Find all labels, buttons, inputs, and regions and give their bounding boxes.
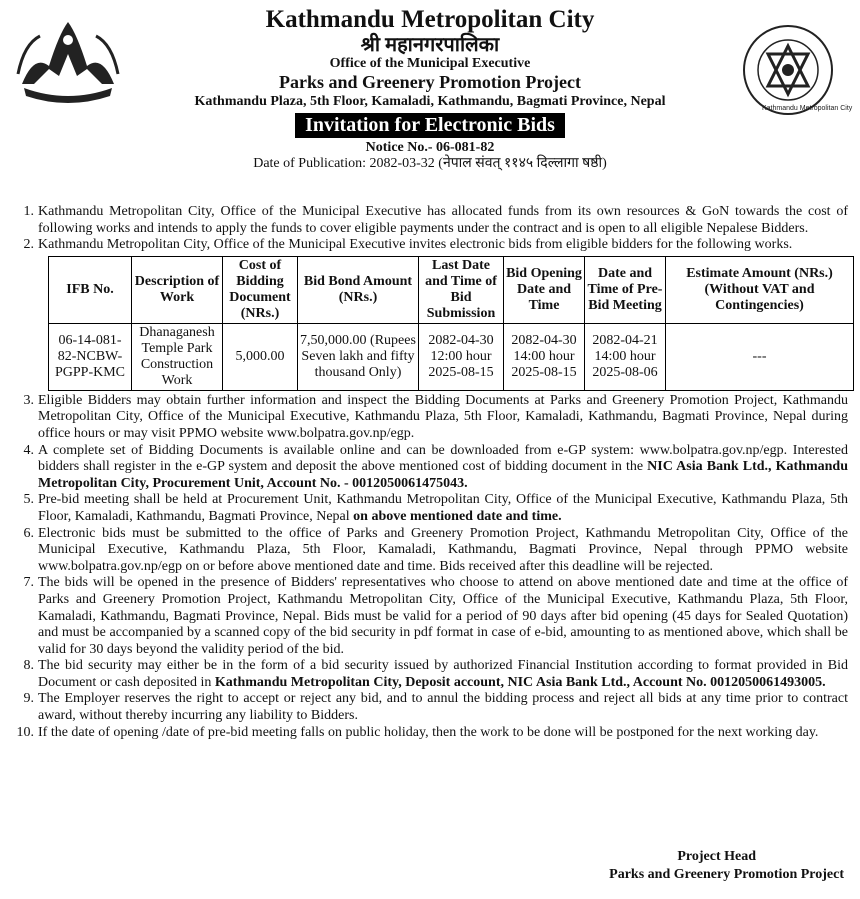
- invitation-banner: Invitation for Electronic Bids: [295, 113, 565, 138]
- clause-3: 3. Eligible Bidders may obtain further information and inspect the Bidding Documents at Parks and Greenery Promotion Project, Kathmandu Metropolitan City, Office of the Municipal Executive, Kathmandu Plaza, 5th Floor, Kamaladi, Kathmandu, Bagmati Province, Nepal during office hours or may visit PPMO website www.bolpatra.gov.np/egp.: [23, 392, 848, 441]
- col-cost: Cost of Bidding Document (NRs.): [223, 256, 298, 323]
- clause-9: 9. The Employer reserves the right to accept or reject any bid, and to annul the bidding process and reject all bids at any time prior to contract award, without thereby incurring any liability to Bidders.: [23, 691, 848, 724]
- col-bond: Bid Bond Amount (NRs.): [298, 256, 419, 323]
- cell-description: Dhanaganesh Temple Park Construction Work: [132, 323, 223, 390]
- clause-6: 6. Electronic bids must be submitted to the office of Parks and Greenery Promotion Project, Kathmandu Metropolitan City, Office of the Municipal Executive, Kathmandu Plaza, 5th Floor, Kamaladi, Kathmandu, Bagmati Province, Nepal through PPMO website www.bolpatra.gov.np/egp on or before above mentioned date and time. Bids received after this deadline will be rejected.: [23, 525, 848, 574]
- clause-10: 10. If the date of opening /date of pre-bid meeting falls on public holiday, then the work to be done will be postponed for the next working day.: [16, 724, 819, 740]
- cell-estimate: ---: [666, 323, 854, 390]
- col-last-date: Last Date and Time of Bid Submission: [419, 256, 504, 323]
- project-name: Parks and Greenery Promotion Project: [279, 72, 581, 92]
- page-title: Kathmandu Metropolitan City: [265, 6, 595, 33]
- cell-last-date: 2082-04-30 12:00 hour 2025-08-15: [419, 323, 504, 390]
- col-opening: Bid Opening Date and Time: [504, 256, 585, 323]
- clause-5: 5. Pre-bid meeting shall be held at Procurement Unit, Kathmandu Metropolitan City, Office of the Municipal Executive, Kathmandu Plaza, 5th Floor, Kamaladi, Kathmandu, Bagmati Province, Nepal on above mentioned date and time.: [23, 492, 848, 524]
- notice-header: [0, 6, 860, 172]
- col-description: Description of Work: [132, 256, 223, 323]
- notice-number: Notice No.- 06-081-82: [365, 140, 495, 155]
- office-name: Office of the Municipal Executive: [329, 56, 531, 71]
- signatory-office: Parks and Greenery Promotion Project: [609, 867, 844, 882]
- table-header-row: [49, 256, 854, 323]
- clause-1: 1. Kathmandu Metropolitan City, Office of the Municipal Executive has allocated funds from its own resources & GoN towards the cost of following works and intends to apply the funds to cover eligible payments under the contract and is open to all eligible Nepalese Bidders.: [23, 204, 848, 236]
- table-row: [49, 323, 854, 390]
- cell-prebid: 2082-04-21 14:00 hour 2025-08-06: [585, 323, 666, 390]
- cell-bond: 7,50,000.00 (Rupees Seven lakh and fifty thousand Only): [298, 323, 419, 390]
- notice-body: [10, 204, 848, 741]
- cell-cost: 5,000.00: [223, 323, 298, 390]
- bids-table: [48, 256, 854, 391]
- clause-8: 8. The bid security may either be in the form of a bid security issued by authorized Financial Institution according to format provided in Bid Document or cash deposited in Kathmandu Metropolitan City, Deposit account, NIC Asia Bank Ltd., Account No. 0012050061493005.: [23, 658, 848, 690]
- cell-opening: 2082-04-30 14:00 hour 2025-08-15: [504, 323, 585, 390]
- devanagari-title: श्री महानगरपालिका: [360, 34, 500, 56]
- cell-ifb: 06-14-081-82-NCBW-PGPP-KMC: [49, 323, 132, 390]
- col-prebid: Date and Time of Pre-Bid Meeting: [585, 256, 666, 323]
- office-address: Kathmandu Plaza, 5th Floor, Kamaladi, Kathmandu, Bagmati Province, Nepal: [194, 94, 666, 109]
- signature-block: [609, 848, 844, 884]
- publication-date: Date of Publication: 2082-03-32 (नेपाल संवत् ११४५ दिल्लागा षष्ठी): [253, 156, 607, 171]
- seal-text: Kathmandu Metropolitan City: [762, 105, 853, 112]
- signatory-title: Project Head: [677, 849, 756, 864]
- col-estimate: Estimate Amount (NRs.) (Without VAT and Contingencies): [666, 256, 854, 323]
- col-ifb: IFB No.: [49, 256, 132, 323]
- clause-7: 7. The bids will be opened in the presence of Bidders' representatives who choose to attend on above mentioned date and time at the office of Parks and Greenery Promotion Project, Kathmandu Metropolitan City, Office of the Municipal Executive, Kathmandu Plaza, 5th Floor, Kamaladi, Kathmandu, Bagmati Province, Nepal. Bids must be valid for a period of 90 days after bid opening (45 days for Sealed Quotation) and must be accompanied by a scanned copy of the bid security in pdf format in case of e-bid, amounting to as mentioned above, which shall be valid for 30 days beyond the validity period of the bid.: [23, 575, 848, 657]
- clause-4: 4. A complete set of Bidding Documents is available online and can be downloaded from e-GP system: www.bolpatra.gov.np/egp. Interested bidders shall register in the e-GP system and deposit the above mentioned cost of bidding document in the NIC Asia Bank Ltd., Kathmandu Metropolitan City, Procurement Unit, Account No. - 0012050061475043.: [23, 442, 848, 491]
- clause-2: 2. Kathmandu Metropolitan City, Office of the Municipal Executive invites electronic bids from eligible bidders for the following works.: [23, 237, 793, 253]
